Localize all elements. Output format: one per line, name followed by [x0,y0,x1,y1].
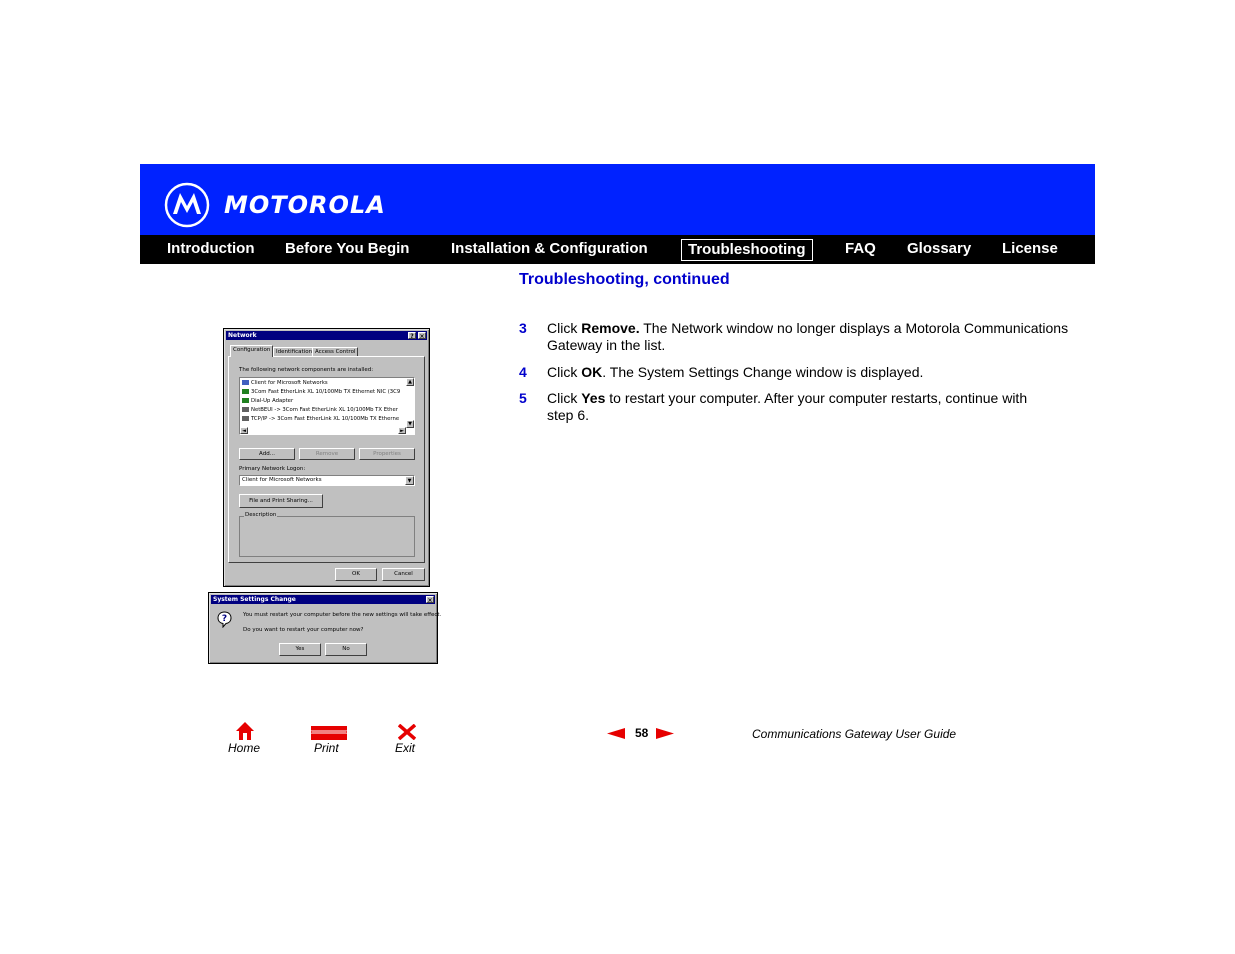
ok-button[interactable]: OK [335,568,377,581]
close-icon[interactable]: × [419,333,425,340]
file-print-sharing-button[interactable]: File and Print Sharing... [239,494,323,508]
home-icon[interactable] [235,721,255,741]
yes-button[interactable]: Yes [279,643,321,656]
step-text: Click Remove. The Network window no longer displays a Motorola Communications Gateway in the list. [547,320,1069,353]
description-group [239,512,415,557]
guide-title: Communications Gateway User Guide [752,727,957,741]
print-label[interactable]: Print [314,741,339,755]
top-nav [140,235,1095,264]
step-text: Click Yes to restart your computer. After your computer restarts, continue with step 6. [547,390,1028,423]
step-number: 5 [519,390,527,406]
nav-glossary[interactable]: Glossary [907,240,972,257]
scroll-right-icon[interactable]: ► [398,427,406,434]
chevron-down-icon[interactable]: ▼ [405,476,414,485]
motorola-logo-icon [164,182,210,228]
tab-identification[interactable]: Identification [273,347,315,357]
list-item[interactable]: NetBEUI -> 3Com Fast EtherLink XL 10/100Mb TX Ether [242,407,398,413]
tab-configuration[interactable]: Configuration [230,345,273,357]
protocol-icon [242,407,249,412]
step-number: 3 [519,320,527,336]
add-button[interactable]: Add... [239,448,295,460]
scroll-left-icon[interactable]: ◄ [240,427,248,434]
exit-icon[interactable] [398,724,416,740]
client-icon [242,380,249,385]
network-dialog [223,328,430,587]
list-item[interactable]: 3Com Fast EtherLink XL 10/100Mb TX Ethernet NIC (3C9 [242,389,400,395]
previous-page-icon[interactable] [607,728,625,739]
step-text: Click OK. The System Settings Change window is displayed. [547,364,924,380]
protocol-icon [242,416,249,421]
brand-name: MOTOROLA [224,191,386,219]
nav-troubleshooting[interactable]: Troubleshooting [681,239,813,261]
list-item[interactable]: TCP/IP -> 3Com Fast EtherLink XL 10/100Mb TX Etherne [242,416,399,422]
nav-introduction[interactable]: Introduction [167,240,255,257]
page-title: Troubleshooting, continued [519,271,730,288]
header-banner [140,164,1095,235]
system-settings-dialog [208,592,442,664]
no-button[interactable]: No [325,643,367,656]
components-label: The following network components are installed: [239,367,374,373]
step-number: 4 [519,364,527,380]
next-page-icon[interactable] [656,728,674,739]
scroll-up-icon[interactable]: ▲ [406,378,414,386]
help-icon[interactable]: ? [408,332,416,339]
nav-before-you-begin[interactable]: Before You Begin [285,240,410,257]
exit-label[interactable]: Exit [395,741,416,755]
components-list[interactable] [239,377,415,435]
remove-button[interactable]: Remove [299,448,355,460]
list-item[interactable]: Dial-Up Adapter [242,398,293,404]
nav-installation-configuration[interactable]: Installation & Configuration [451,240,648,257]
configuration-panel [228,356,425,563]
system-dialog-titlebar: System Settings Change × [211,595,435,604]
primary-logon-label: Primary Network Logon: [239,466,306,472]
close-icon[interactable]: × [427,597,433,604]
network-card-icon [242,389,249,394]
scroll-down-icon[interactable]: ▼ [406,420,414,428]
primary-logon-select[interactable]: Client for Microsoft Networks ▼ [239,475,415,486]
page-number: 58 [635,726,649,740]
cancel-button[interactable]: Cancel [382,568,425,581]
network-dialog-titlebar: Network ? × [226,331,427,340]
restart-message: You must restart your computer before the new settings will take effect. [243,612,442,618]
network-card-icon [242,398,249,403]
nav-faq[interactable]: FAQ [845,240,876,257]
nav-license[interactable]: License [1002,240,1058,257]
properties-button[interactable]: Properties [359,448,415,460]
restart-question: Do you want to restart your computer now? [243,627,364,633]
question-icon [217,611,232,628]
home-label[interactable]: Home [228,741,261,755]
svg-text:?: ? [221,614,228,624]
description-label: Description [245,512,277,518]
tab-access-control[interactable]: Access Control [312,347,358,357]
list-item[interactable]: Client for Microsoft Networks [242,380,328,386]
